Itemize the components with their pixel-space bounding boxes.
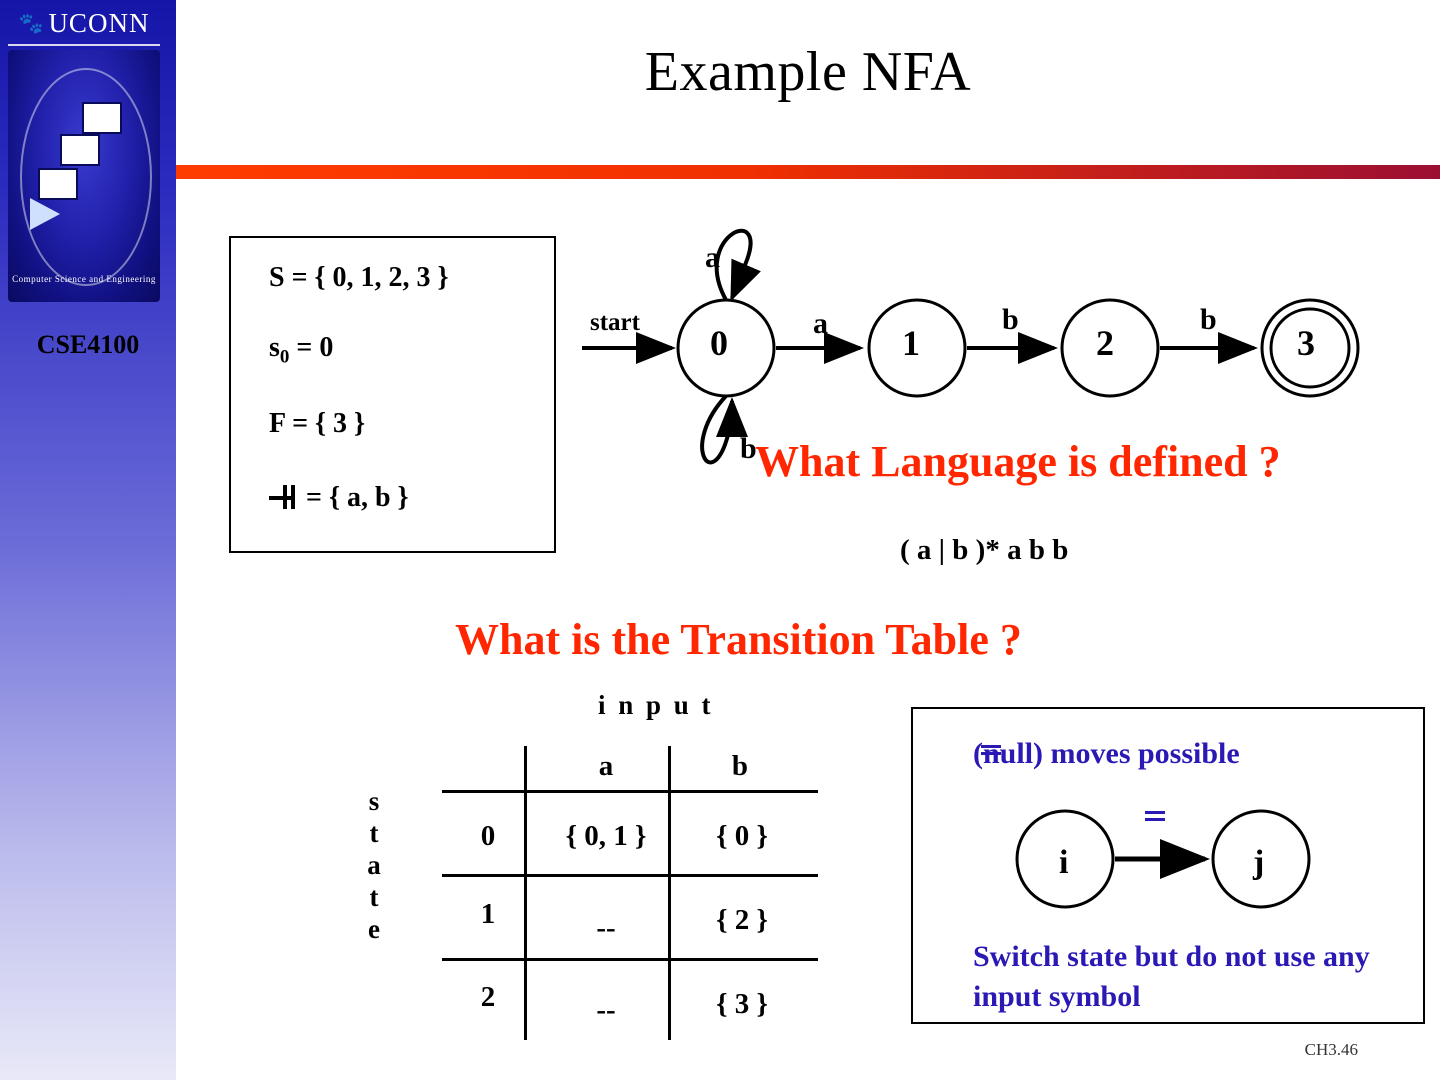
epsilon-svg [1003, 787, 1333, 917]
monitor-icon [38, 168, 78, 200]
transition-table [360, 690, 830, 1040]
svg-text:j: j [1253, 844, 1265, 881]
table-column-header-a: a [598, 750, 614, 782]
table-cell-0-b: { 0 } [716, 820, 768, 852]
table-cell-2-a: -- [596, 994, 616, 1026]
table-cell-1-a: -- [596, 912, 616, 944]
start-state-prefix: s [269, 332, 280, 363]
question-transition-table: What is the Transition Table ? [455, 615, 1022, 664]
table-rule [442, 958, 818, 961]
epsilon-note-heading: (null) moves possible [973, 737, 1240, 770]
epsilon-edge-icon [1145, 805, 1167, 827]
table-rule [442, 790, 818, 793]
table-cell-1-b: { 2 } [716, 904, 768, 936]
table-rule [524, 746, 527, 1040]
edge-label-2-3: b [1200, 303, 1217, 336]
regex-answer: ( a | b )* a b b [900, 534, 1069, 566]
monitor-icon [60, 134, 100, 166]
table-cell-0-a: { 0, 1 } [565, 820, 647, 852]
arrow-icon [30, 198, 60, 230]
table-input-caption: i n p u t [598, 690, 714, 720]
seal-text: Computer Science and Engineering [12, 274, 156, 284]
definition-box [229, 236, 556, 553]
monitor-icon [82, 102, 122, 134]
sigma-icon [269, 483, 299, 509]
definition-states: S = { 0, 1, 2, 3 } [269, 262, 449, 293]
edge-label-1-2: b [1002, 303, 1019, 336]
state-node-1: 1 [902, 323, 920, 363]
definition-alphabet [269, 482, 409, 514]
edge-label-self-b: b [740, 432, 757, 465]
cse-seal-logo [8, 50, 160, 302]
university-logo-text: UCONN [48, 7, 150, 38]
title-divider [176, 165, 1440, 179]
epsilon-move-diagram [1003, 787, 1333, 917]
table-row-label-0: 0 [480, 820, 496, 852]
svg-text:i: i [1059, 844, 1069, 881]
table-cell-2-b: { 3 } [716, 988, 768, 1020]
uconn-logo [8, 2, 160, 46]
sidebar [0, 0, 176, 1080]
page-title: Example NFA [644, 41, 972, 103]
table-row-label-2: 2 [480, 981, 496, 1013]
epsilon-note-box [911, 707, 1425, 1024]
edge-label-self-a: a [705, 241, 720, 274]
table-rule [442, 874, 818, 877]
slide-footer: CH3.46 [1304, 1040, 1358, 1059]
definition-final-states: F = { 3 } [269, 408, 366, 439]
question-language: What Language is defined ? [755, 437, 1281, 486]
state-node-3: 3 [1297, 323, 1315, 363]
course-code: CSE4100 [36, 330, 140, 359]
alphabet-value: = { a, b } [299, 482, 409, 513]
state-node-0: 0 [710, 323, 728, 363]
table-row-label-1: 1 [480, 898, 496, 930]
epsilon-note-body: Switch state but do not use any input symbol [973, 940, 1370, 1013]
edge-label-0-1: a [813, 307, 828, 340]
husky-icon: 🐾 [18, 12, 45, 35]
table-column-header-b: b [731, 750, 749, 782]
start-label: start [590, 309, 640, 336]
definition-start-state [269, 332, 333, 369]
table-state-caption: s t a t e [367, 786, 381, 944]
start-state-subscript: 0 [279, 346, 290, 368]
state-node-2: 2 [1096, 323, 1114, 363]
start-state-value: = 0 [289, 332, 334, 363]
